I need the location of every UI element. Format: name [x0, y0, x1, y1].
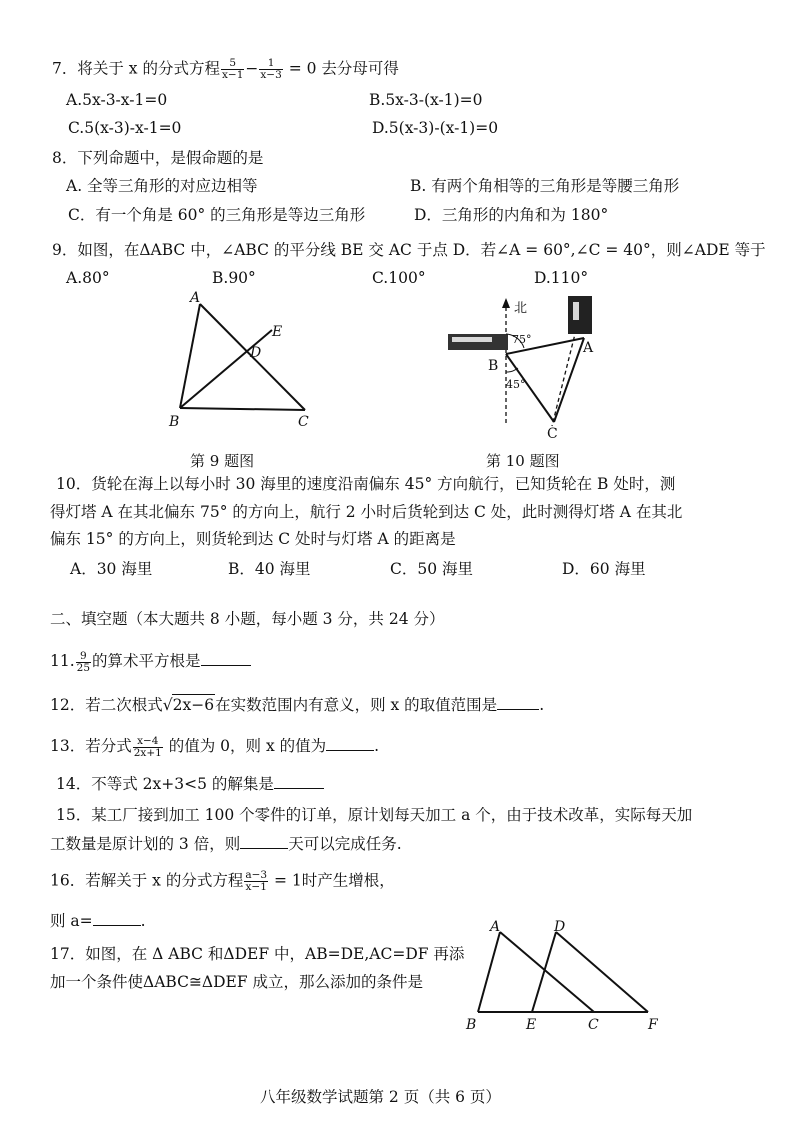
fig17-label-d: D [554, 919, 566, 935]
q10-option-a: A．30 海里 [70, 560, 153, 578]
q15-line-2: 工数量是原计划的 3 倍，则 天可以完成任务. [50, 835, 402, 853]
fig9-label-e: E [272, 324, 283, 340]
fig17-side-de [532, 932, 556, 1012]
fig10-label-b: B [488, 358, 499, 374]
q9-option-c: C.100° [372, 269, 426, 287]
fig9-label-a: A [190, 290, 201, 306]
fig9-label-c: C [298, 414, 309, 430]
fig9-label-d: D [250, 345, 262, 361]
fig10-label-north: 北 [514, 301, 528, 316]
q8-stem: 8．下列命题中，是假命题的是 [52, 149, 264, 167]
figure-10 [440, 290, 610, 440]
q9-option-a: A.80° [66, 269, 110, 287]
q8-option-a: A. 全等三角形的对应边相等 [66, 177, 258, 195]
fig17-side-ab [478, 932, 500, 1012]
q8-option-d: D．三角形的内角和为 180° [414, 206, 609, 224]
fig17-label-f: F [648, 1017, 658, 1033]
fig9-bisector-be [180, 330, 272, 408]
q17-line-2: 加一个条件使ΔABC≅ΔDEF 成立，那么添加的条件是 [50, 973, 424, 991]
q16-answer-blank [93, 910, 141, 926]
fig17-label-a: A [490, 919, 501, 935]
q12-stem: 12．若二次根式√2x−6在实数范围内有意义，则 x 的取值范围是 . [50, 696, 545, 714]
q15-answer-blank [240, 833, 288, 849]
fig10-angle-75: 75° [512, 333, 532, 346]
q16-stem: 16．若解关于 x 的分式方程 $\frac{a-3}{x-1}$ = 1时产生增根， [50, 869, 395, 893]
q11-answer-blank [201, 650, 251, 666]
fig17-label-e: E [526, 1017, 537, 1033]
q15-line-1: 15．某工厂接到加工 100 个零件的订单，原计划每天加工 a 个，由于技术改革，实际每天加 [56, 806, 693, 824]
q16-fraction: $\frac{a-3}{x-1}$ [245, 869, 268, 893]
fig10-label-a: A [583, 340, 594, 356]
q7-option-c: C.5(x-3)-x-1=0 [68, 119, 182, 137]
q14-answer-blank [274, 773, 324, 789]
fig17-label-b: B [466, 1017, 477, 1033]
fig9-caption: 第 9 题图 [190, 452, 255, 470]
q7-fraction-2: $\frac{1}{x-3}$ [260, 57, 282, 81]
q11-stem: 11. $\frac{9}{25}$ 的算术平方根是 [50, 650, 251, 674]
q17-line-1: 17．如图，在 Δ ABC 和ΔDEF 中，AB=DE,AC=DF 再添 [50, 945, 465, 963]
fig17-side-df [556, 932, 648, 1012]
fig10-line-ca [554, 338, 584, 422]
section-2-heading: 二、填空题（本大题共 8 小题，每小题 3 分，共 24 分） [50, 610, 445, 628]
fig9-label-b: B [169, 414, 180, 430]
fig10-caption: 第 10 题图 [486, 452, 560, 470]
q10-option-c: C．50 海里 [390, 560, 474, 578]
q13-answer-blank [326, 735, 374, 751]
fig10-angle-45: 45° [506, 378, 526, 391]
north-arrow-icon [502, 298, 510, 308]
q7-fraction-1: $\frac{5}{x-1}$ [221, 57, 244, 81]
q9-option-d: D.110° [534, 269, 589, 287]
q10-line-1: 10．货轮在海上以每小时 30 海里的速度沿南偏东 45° 方向航行，已知货轮在 B 处时，测 [56, 475, 676, 493]
figure-9 [160, 290, 340, 440]
fig9-side-bc [180, 408, 305, 410]
lighthouse-icon [568, 296, 592, 334]
q14-stem: 14．不等式 2x+3<5 的解集是 [56, 773, 324, 794]
q7-option-a: A.5x-3-x-1=0 [66, 91, 168, 109]
fig17-side-ac [500, 932, 594, 1012]
q8-option-c: C．有一个角是 60° 的三角形是等边三角形 [68, 206, 366, 224]
fig10-label-c: C [547, 426, 558, 440]
q7-option-b: B.5x-3-(x-1)=0 [369, 91, 483, 109]
page-footer: 八年级数学试题第 2 页（共 6 页） [260, 1088, 501, 1106]
q16-line-2: 则 a= . [50, 912, 146, 930]
fig17-label-c: C [588, 1017, 599, 1033]
q10-option-b: B．40 海里 [228, 560, 311, 578]
q13-stem: 13．若分式 $\frac{x-4}{2x+1}$ 的值为 0，则 x 的值为 . [50, 734, 380, 759]
q7-stem: 7．将关于 x 的分式方程 $\frac{5}{x-1}$ − $\frac{1}{x-3}$ = 0 去分母可得 [52, 57, 399, 81]
q9-stem: 9．如图，在ΔABC 中，∠ABC 的平分线 BE 交 AC 于点 D．若∠A = 60°,∠C = 40°，则∠ADE 等于 [52, 241, 766, 259]
q10-line-2: 得灯塔 A 在其北偏东 75° 的方向上，航行 2 小时后货轮到达 C 处，此时测得灯塔 A 在其北 [50, 503, 683, 521]
q7-option-d: D.5(x-3)-(x-1)=0 [372, 119, 499, 137]
q10-line-3: 偏东 15° 的方向上，则货轮到达 C 处时与灯塔 A 的距离是 [50, 530, 456, 548]
q10-option-d: D．60 海里 [562, 560, 646, 578]
figure-17 [458, 914, 678, 1034]
q11-fraction: $\frac{9}{25}$ [76, 649, 91, 674]
q13-fraction: $\frac{x-4}{2x+1}$ [133, 734, 162, 759]
q9-option-b: B.90° [212, 269, 256, 287]
q8-option-b: B. 有两个角相等的三角形是等腰三角形 [410, 177, 680, 195]
sqrt-icon: √ [162, 696, 173, 714]
q12-answer-blank [497, 694, 539, 710]
